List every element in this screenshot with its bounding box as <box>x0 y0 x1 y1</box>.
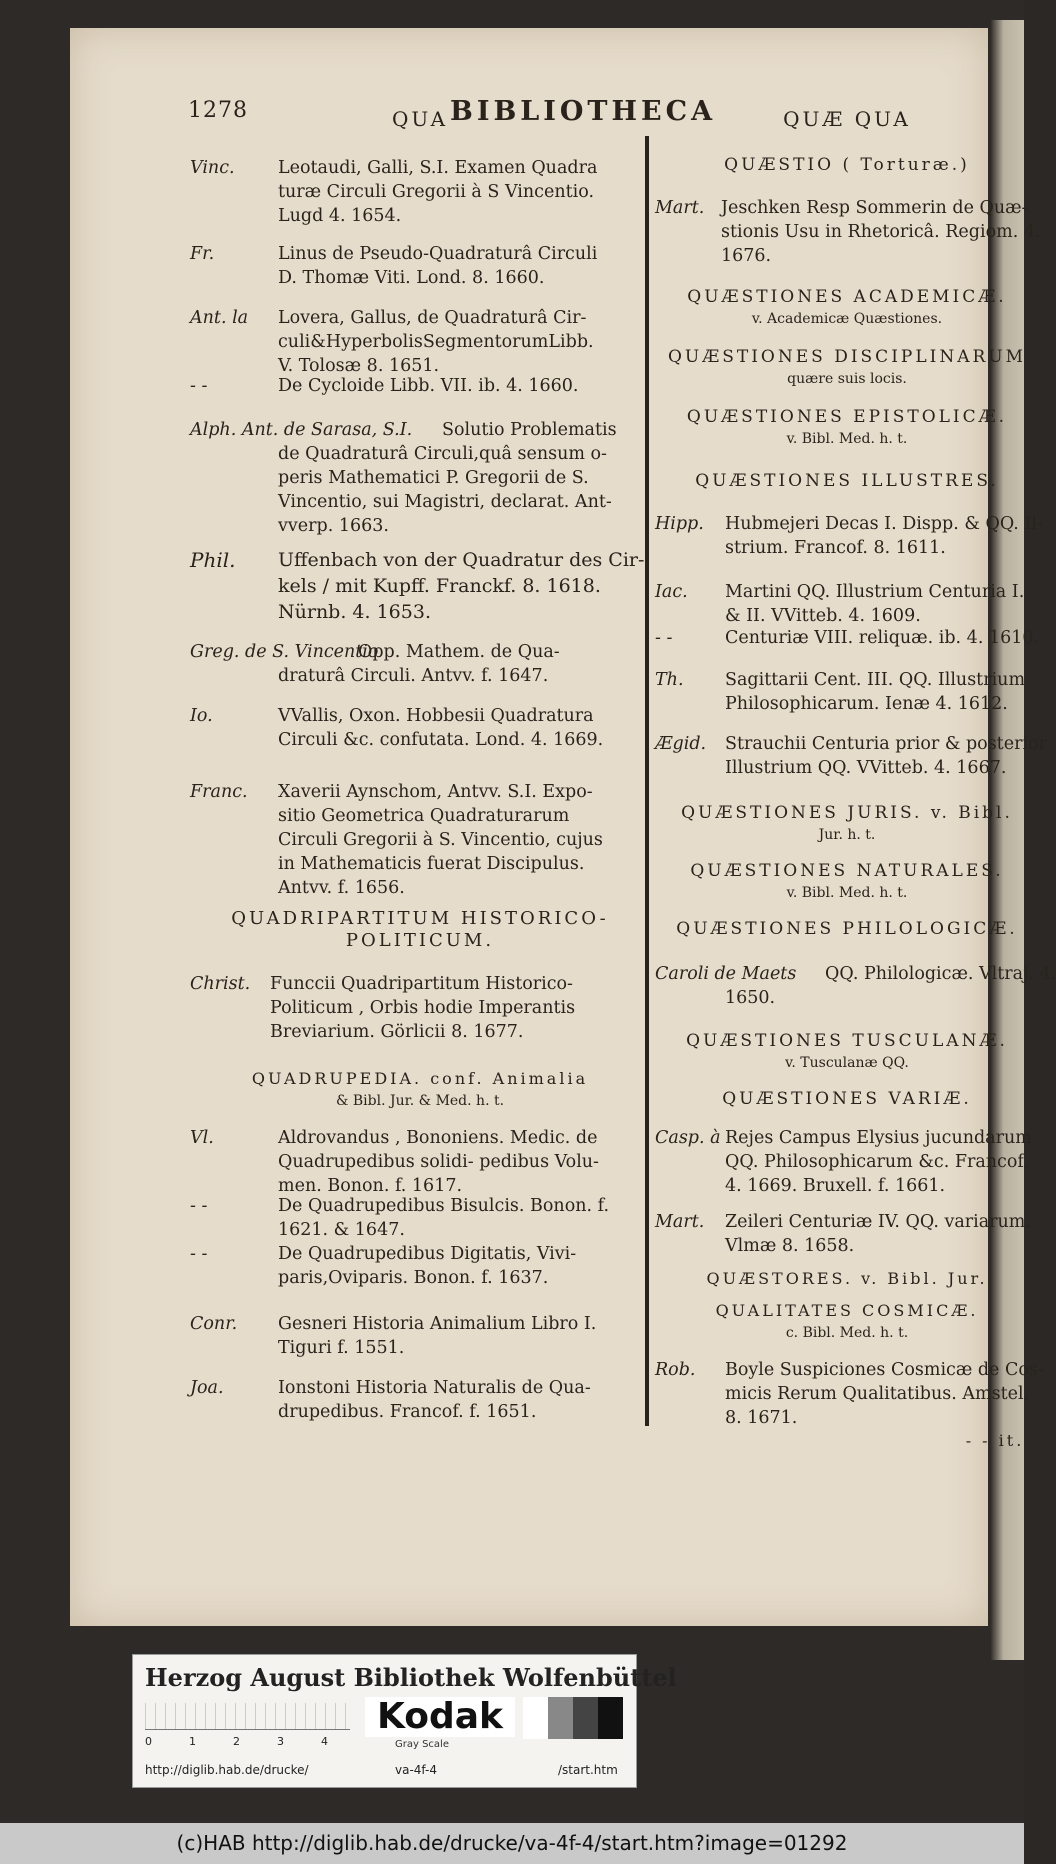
stamp-start: /start.htm <box>558 1763 618 1777</box>
entry-line: Hubmejeri Decas I. Dispp. & QQ. Il- <box>725 514 1043 534</box>
column-divider <box>645 136 649 1426</box>
entry-line: in Mathematicis fuerat Discipulus. <box>278 854 585 874</box>
cross-reference-note: Jur. h. t. <box>818 827 876 843</box>
cross-reference-note: v. Bibl. Med. h. t. <box>786 885 908 901</box>
entry-author-prefix: Phil. <box>190 548 236 572</box>
entry-line: sitio Geometrica Quadraturarum <box>278 806 570 826</box>
entry-line: Ionstoni Historia Naturalis de Qua- <box>278 1378 591 1398</box>
entry-line: vverp. 1663. <box>278 516 389 536</box>
entry-line: V. Tolosæ 8. 1651. <box>278 356 440 376</box>
entry-author-prefix: Hipp. <box>655 514 704 534</box>
book-page <box>70 28 1056 1626</box>
library-name: Herzog August Bibliothek Wolfenbüttel <box>145 1663 677 1692</box>
gray-scale-label: Gray Scale <box>395 1739 449 1750</box>
entry-line: Lugd 4. 1654. <box>278 206 402 226</box>
entry-line: Circuli &c. confutata. Lond. 4. 1669. <box>278 730 604 750</box>
copyright-footer: (c)HAB http://diglib.hab.de/drucke/va-4f-4/start.htm?image=01292 <box>0 1823 1024 1864</box>
entry-line: drupedibus. Francof. f. 1651. <box>278 1402 537 1422</box>
entry-line: micis Rerum Qualitatibus. Amstel. <box>725 1384 1030 1404</box>
entry-line: Leotaudi, Galli, S.I. Examen Quadra <box>278 158 598 178</box>
entry-author-prefix: - - <box>655 628 673 648</box>
gray-scale-patches <box>523 1697 623 1739</box>
entry-line: Circuli Gregorii à S. Vincentio, cujus <box>278 830 603 850</box>
entry-line: Uffenbach von der Quadratur des Cir- <box>278 549 645 571</box>
ruler-numbers <box>145 1735 365 1748</box>
entry-line: Solutio Problematis <box>442 420 617 440</box>
entry-author-prefix: Alph. Ant. de Sarasa, S.I. <box>190 420 413 440</box>
entry-line: Zeileri Centuriæ IV. QQ. variarum. <box>725 1212 1031 1232</box>
entry-line: Jeschken Resp Sommerin de Quæ- <box>721 198 1028 218</box>
section-heading: POLITICUM. <box>345 930 495 951</box>
section-heading: QUÆSTIONES ACADEMICÆ. <box>687 287 1007 307</box>
section-heading: QUÆSTIONES EPISTOLICÆ. <box>686 407 1008 427</box>
entry-line: Illustrium QQ. VVitteb. 4. 1667. <box>725 758 1007 778</box>
entry-line: Strauchii Centuria prior & posterior <box>725 734 1047 754</box>
entry-line: Tiguri f. 1551. <box>278 1338 405 1358</box>
section-heading: QUADRIPARTITUM HISTORICO- <box>231 908 609 929</box>
catchword: - - it. <box>965 1431 1025 1450</box>
entry-line: Funccii Quadripartitum Historico- <box>270 974 573 994</box>
entry-line: culi&HyperbolisSegmentorumLibb. <box>278 332 594 352</box>
entry-author-prefix: Vinc. <box>190 158 235 178</box>
cross-reference-note: v. Bibl. Med. h. t. <box>786 431 908 447</box>
entry-line: D. Thomæ Viti. Lond. 8. 1660. <box>278 268 545 288</box>
entry-line: turæ Circuli Gregorii à S Vincentio. <box>278 182 595 202</box>
library-color-stamp <box>132 1654 677 1788</box>
entry-line: men. Bonon. f. 1617. <box>278 1176 463 1196</box>
entry-author-prefix: Rob. <box>655 1360 696 1380</box>
section-heading: QUÆSTIONES JURIS. v. Bibl. <box>681 803 1013 823</box>
entry-author-prefix: Caroli de Maets <box>655 964 797 984</box>
entry-author-prefix: Franc. <box>190 782 248 802</box>
entry-line: peris Mathematici P. Gregorii de S. <box>278 468 589 488</box>
entry-line: QQ. Philosophicarum &c. Francof. <box>725 1152 1029 1172</box>
entry-line: De Quadrupedibus Digitatis, Vivi- <box>278 1244 577 1264</box>
entry-author-prefix: Mart. <box>655 198 705 218</box>
entry-author-prefix: - - <box>190 1244 208 1264</box>
section-heading: QUÆSTORES. v. Bibl. Jur. <box>706 1269 988 1288</box>
entry-line: Xaverii Aynschom, Antvv. S.I. Expo- <box>278 782 593 802</box>
entry-line: 4. 1669. Bruxell. f. 1661. <box>725 1176 946 1196</box>
cross-reference-note: c. Bibl. Med. h. t. <box>785 1325 909 1341</box>
entry-author-prefix: - - <box>190 1196 208 1216</box>
entry-line: Gesneri Historia Animalium Libro I. <box>278 1314 597 1334</box>
section-heading: QUÆSTIONES NATURALES. <box>690 861 1004 881</box>
running-head: BIBLIOTHECA <box>450 96 717 127</box>
ruler-scale <box>145 1703 350 1730</box>
entry-author-prefix: Th. <box>655 670 684 690</box>
entry-line: Nürnb. 4. 1653. <box>278 601 431 623</box>
entry-line: Centuriæ VIII. reliquæ. ib. 4. 1610. <box>725 628 1040 648</box>
entry-line: VVallis, Oxon. Hobbesii Quadratura <box>278 706 594 726</box>
ruler-number: 2 <box>233 1735 240 1748</box>
entry-author-prefix: Iac. <box>655 582 688 602</box>
entry-line: draturâ Circuli. Antvv. f. 1647. <box>278 666 549 686</box>
entry-author-prefix: Christ. <box>190 974 251 994</box>
entry-line: 8. 1671. <box>725 1408 798 1428</box>
section-heading: QUÆSTIONES TUSCULANÆ. <box>686 1031 1008 1051</box>
entry-line: Aldrovandus , Bononiens. Medic. de <box>278 1128 598 1148</box>
section-heading: QUÆSTIONES VARIÆ. <box>722 1089 972 1109</box>
cross-reference-note: v. Tusculanæ QQ. <box>785 1055 909 1071</box>
entry-author-prefix: Joa. <box>190 1378 224 1398</box>
entry-line: kels / mit Kupff. Franckf. 8. 1618. <box>278 575 601 597</box>
entry-line: Lovera, Gallus, de Quadraturâ Cir- <box>278 308 587 328</box>
ruler-number: 1 <box>189 1735 196 1748</box>
section-heading: QUÆSTIONES DISCIPLINARUM <box>667 347 1027 367</box>
section-heading: QUÆSTIO ( Torturæ.) <box>724 155 970 175</box>
entry-line: 1676. <box>721 246 772 266</box>
entry-author-prefix: Conr. <box>190 1314 238 1334</box>
ruler-number: 4 <box>321 1735 328 1748</box>
stamp-url: http://diglib.hab.de/drucke/ <box>145 1763 309 1777</box>
entry-line: strium. Francof. 8. 1611. <box>725 538 946 558</box>
entry-line: Sagittarii Cent. III. QQ. Illustrium <box>725 670 1026 690</box>
page-number: 1278 <box>188 98 248 123</box>
entry-line: Philosophicarum. Ienæ 4. 1612. <box>725 694 1008 714</box>
kodak-logo: Kodak <box>365 1697 515 1737</box>
entry-line: de Quadraturâ Circuli,quâ sensum o- <box>278 444 607 464</box>
entry-line: Politicum , Orbis hodie Imperantis <box>270 998 576 1018</box>
left-column-head: QUA <box>391 107 449 131</box>
stamp-shelfmark: va-4f-4 <box>395 1763 437 1777</box>
entry-line: Breviarium. Görlicii 8. 1677. <box>270 1022 524 1042</box>
entry-line: 1650. <box>725 988 776 1008</box>
entry-author-prefix: Mart. <box>655 1212 705 1232</box>
entry-author-prefix: Greg. de S. Vincentio <box>190 642 379 662</box>
entry-author-prefix: Ægid. <box>655 734 707 754</box>
entry-line: Vlmæ 8. 1658. <box>725 1236 855 1256</box>
section-heading: QUÆSTIONES PHILOLOGICÆ. <box>676 919 1018 939</box>
right-column-head: QUÆ QUA <box>783 107 911 131</box>
entry-author-prefix: Vl. <box>190 1128 214 1148</box>
cross-reference-note: quære suis locis. <box>787 371 907 387</box>
entry-line: Martini QQ. Illustrium Centuria I. <box>725 582 1025 602</box>
entry-line: Opp. Mathem. de Qua- <box>358 642 560 662</box>
ruler-number: 0 <box>145 1735 152 1748</box>
entry-line: & II. VVitteb. 4. 1609. <box>725 606 921 626</box>
entry-author-prefix: Casp. à <box>655 1128 721 1148</box>
cross-reference-note: v. Academicæ Quæstiones. <box>751 311 943 327</box>
entry-author-prefix: Fr. <box>190 244 215 264</box>
section-heading: QUADRUPEDIA. conf. Animalia <box>251 1069 589 1088</box>
entry-line: 1621. & 1647. <box>278 1220 405 1240</box>
entry-line: Boyle Suspiciones Cosmicæ de Cos- <box>725 1360 1044 1380</box>
entry-author-prefix: Io. <box>190 706 213 726</box>
entry-line: Linus de Pseudo-Quadraturâ Circuli <box>278 244 598 264</box>
entry-line: De Quadrupedibus Bisulcis. Bonon. f. <box>278 1196 610 1216</box>
entry-line: Quadrupedibus solidi- pedibus Volu- <box>278 1152 599 1172</box>
entry-line: De Cycloide Libb. VII. ib. 4. 1660. <box>278 376 579 396</box>
section-heading: QUÆSTIONES ILLUSTRES. <box>695 471 999 491</box>
entry-author-prefix: - - <box>190 376 208 396</box>
ruler-number: 3 <box>277 1735 284 1748</box>
entry-line: Rejes Campus Elysius jucundarum <box>725 1128 1032 1148</box>
entry-line: Vincentio, sui Magistri, declarat. Ant- <box>278 492 612 512</box>
entry-line: QQ. Philologicæ. Vltraj. 4. <box>825 964 1056 984</box>
entry-line: Antvv. f. 1656. <box>278 878 405 898</box>
section-heading: QUALITATES COSMICÆ. <box>715 1301 979 1320</box>
entry-author-prefix: Ant. la <box>190 308 249 328</box>
cross-reference-note: & Bibl. Jur. & Med. h. t. <box>335 1093 505 1109</box>
entry-line: paris,Oviparis. Bonon. f. 1637. <box>278 1268 549 1288</box>
entry-line: stionis Usu in Rhetoricâ. Regiom. 4. <box>721 222 1041 242</box>
